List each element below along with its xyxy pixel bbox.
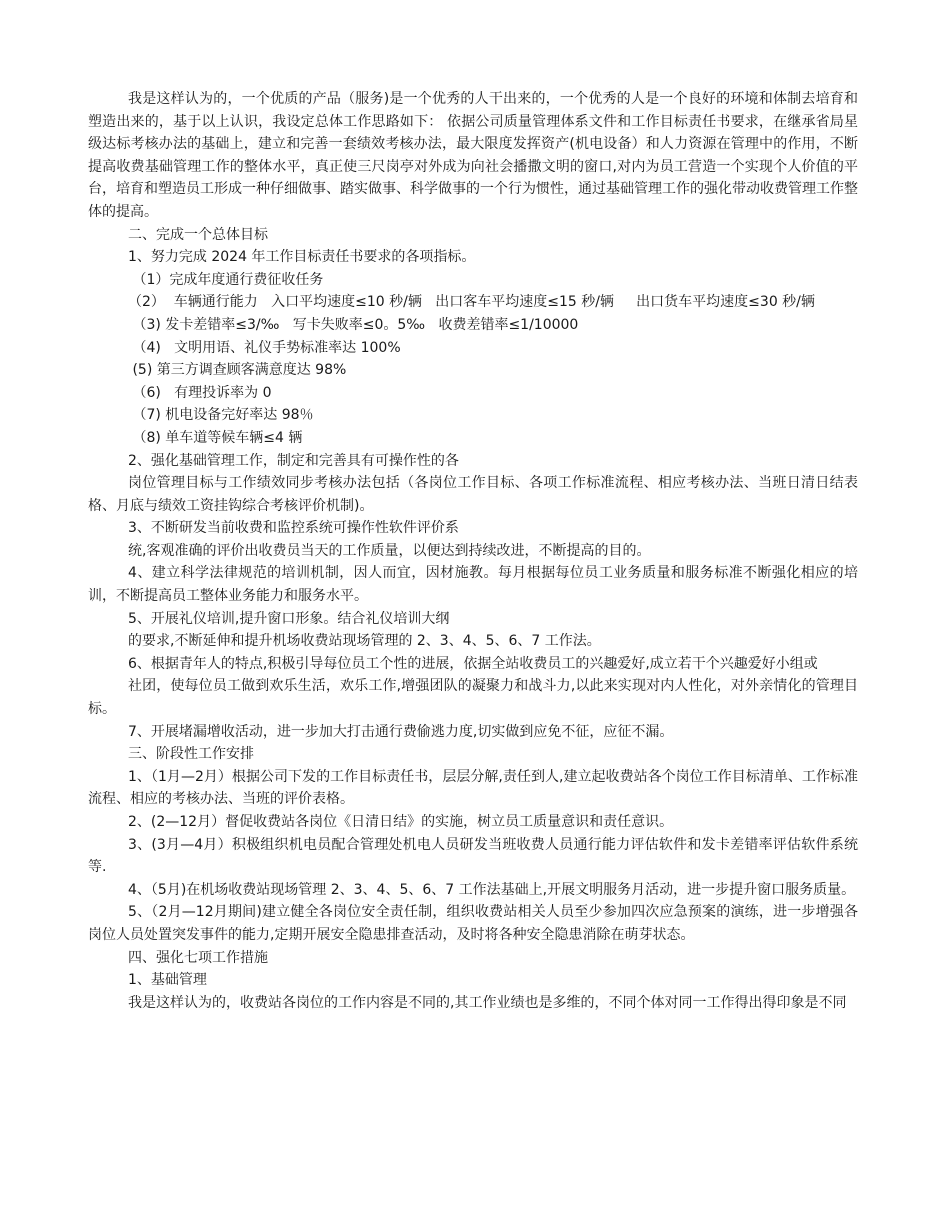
paragraph: 5、（2月—12月期间)建立健全各岗位安全责任制，组织收费站相关人员至少参加四次应急预案的演练，进一步增强各岗位人员处置突发事件的能力,定期开展安全隐患排查活动，及时将各种安全隐患消除在萌芽状态。	[88, 904, 858, 943]
paragraph: 的要求,不断延伸和提升机场收费站现场管理的 2、3、4、5、6、7 工作法。	[128, 633, 601, 650]
paragraph: （2） 车辆通行能力 入口平均速度≤10 秒/辆 出口客车平均速度≤15 秒/辆 出口货车平均速度≤30 秒/辆	[128, 294, 815, 311]
paragraph: (5) 第三方调查顾客满意度达 98%	[128, 362, 347, 379]
paragraph: （8) 单车道等候车辆≤4 辆	[128, 429, 303, 446]
paragraph: 1、（1月—2月）根据公司下发的工作目标责任书，层层分解,责任到人,建立起收费站各个岗位工作目标清单、工作标准流程、相应的考核办法、当班的评价表格。	[88, 768, 858, 808]
paragraph: （6) 有理投诉率为 0	[128, 384, 272, 401]
paragraph: 统,客观准确的评价出收费员当天的工作质量，以便达到持续改进，不断提高的目的。	[128, 542, 651, 559]
paragraph: （3) 发卡差错率≤3/‰ 写卡失败率≤0。5‰ 收费差错率≤1/10000	[128, 316, 579, 333]
paragraph: 1、基础管理	[128, 972, 207, 989]
paragraph: （1）完成年度通行费征收任务	[128, 271, 324, 288]
paragraph: （7) 机电设备完好率达 98％	[128, 407, 314, 424]
paragraph: 3、(3月—4月）积极组织机电员配合管理处机电人员研发当班收费人员通行能力评估软件和发卡差错率评估软件系统等.	[88, 836, 858, 876]
paragraph: 社团，使每位员工做到欢乐生活，欢乐工作,增强团队的凝聚力和战斗力,以此来实现对内人性化，对外亲情化的管理目标。	[88, 678, 858, 718]
paragraph: 我是这样认为的，一个优质的产品（服务)是一个优秀的人干出来的，一个优秀的人是一个良好的环境和体制去培育和塑造出来的，基于以上认识，我设定总体工作思路如下： 依据公司质量管理体系文件和工作目标责任书要求，在继承省局星级达标考核办法的基础上，建立和完善一套绩效考核办法，最大限度发挥资产(机电设备）和人力资源在管理中的作用，不断提高收费基础管理工作的整体水平，真正使三尺岗亭对外成为向社会播撒文明的窗口,对内为员工营造一个实现个人价值的平台，培育和塑造员工形成一种仔细做事、踏实做事、科学做事的一个行为惯性，通过基础管理工作的强化带动收费管理工作整体的提高。	[88, 91, 858, 220]
paragraph: 2、(2—12月）督促收费站各岗位《日清日结》的实施，树立员工质量意识和责任意识。	[128, 814, 674, 830]
paragraph: 我是这样认为的，收费站各岗位的工作内容是不同的,其工作业绩也是多维的，不同个体对同一工作得出得印象是不同	[128, 994, 847, 1011]
paragraph: 7、开展堵漏增收活动，进一步加大打击通行费偷逃力度,切实做到应免不征，应征不漏。	[128, 723, 674, 740]
paragraph: 1、努力完成 2024 年工作目标责任书要求的各项指标。	[128, 249, 476, 266]
paragraph: 二、完成一个总体目标	[128, 226, 268, 243]
paragraph: 2、强化基础管理工作，制定和完善具有可操作性的各	[128, 452, 459, 469]
paragraph: 3、不断研发当前收费和监控系统可操作性软件评价系	[128, 520, 459, 537]
paragraph: 岗位管理目标与工作绩效同步考核办法包括（各岗位工作目标、各项工作标准流程、相应考核办法、当班日清日结表格、月底与绩效工资挂钩综合考核评价机制)。	[88, 475, 858, 514]
paragraph: 4、建立科学法律规范的培训机制，因人而宜，因材施教。每月根据每位员工业务质量和服务标准不断强化相应的培训，不断提高员工整体业务能力和服务水平。	[88, 565, 858, 605]
paragraph: 5、开展礼仪培训,提升窗口形象。结合礼仪培训大纲	[128, 610, 450, 627]
paragraph: 4、（5月)在机场收费站现场管理 2、3、4、5、6、7 工作法基础上,开展文明服务月活动，进一步提升窗口服务质量。	[128, 881, 856, 898]
document-page	[88, 88, 858, 1014]
paragraph: 四、强化七项工作措施	[128, 949, 268, 966]
paragraph: 6、根据青年人的特点,积极引导每位员工个性的进展，依据全站收费员工的兴趣爱好,成立若干个兴趣爱好小组或	[128, 655, 818, 672]
paragraph: 三、阶段性工作安排	[128, 746, 254, 763]
paragraph: （4) 文明用语、礼仪手势标准率达 100%	[128, 339, 401, 356]
